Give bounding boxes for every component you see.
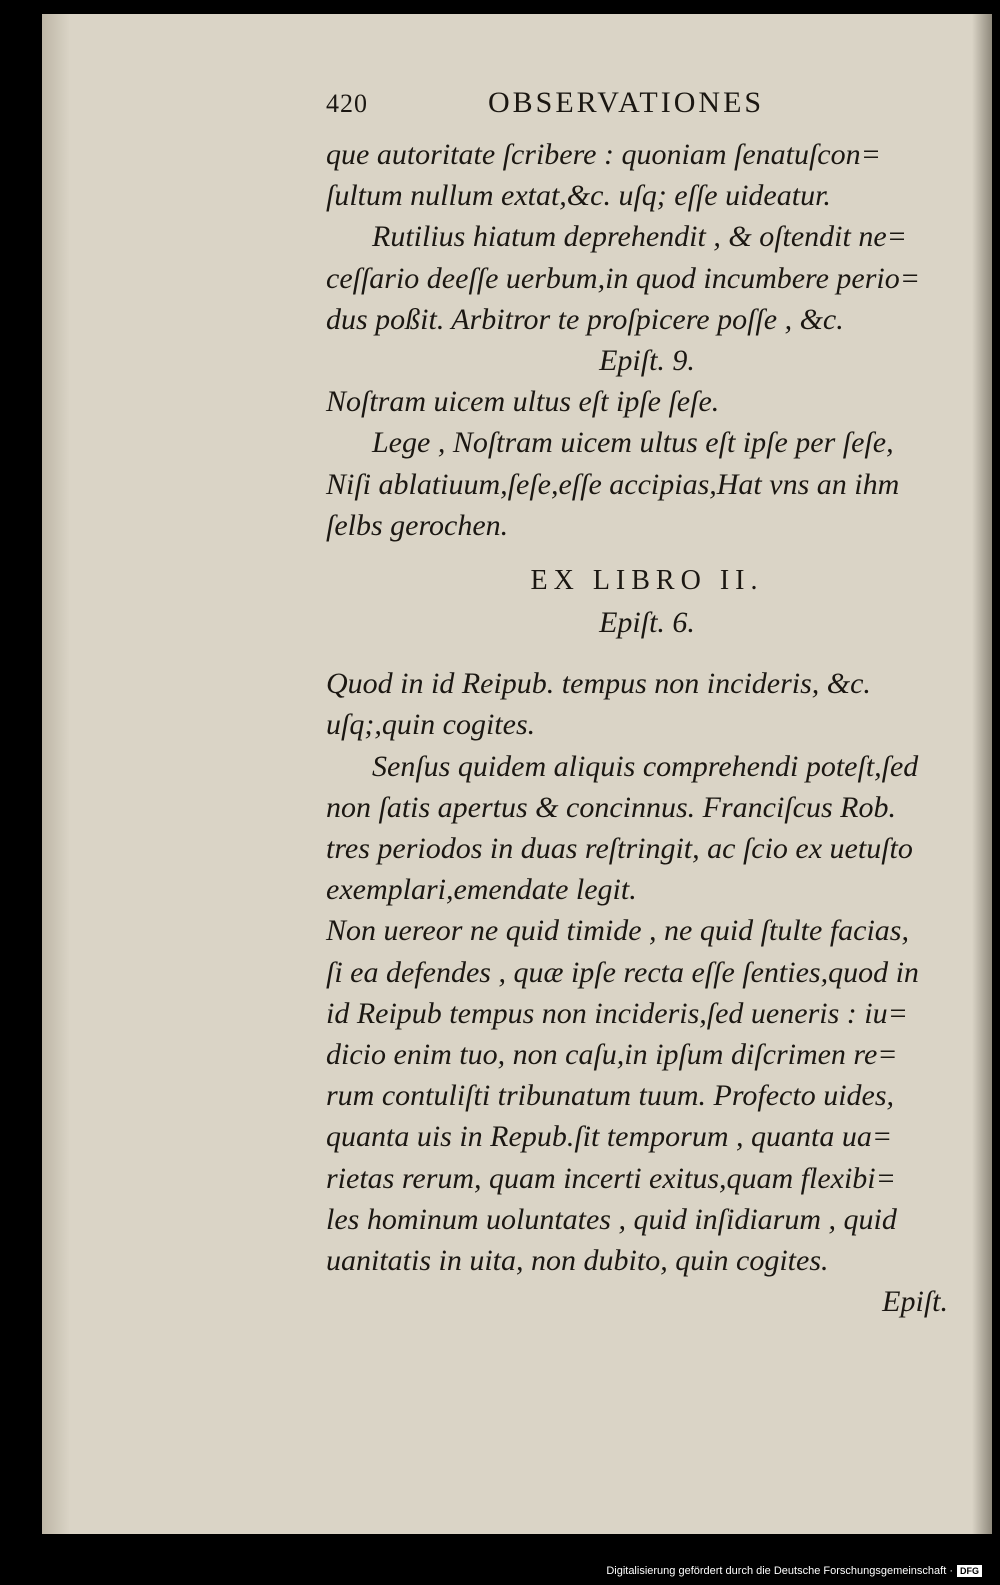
- dfg-logo: DFG: [957, 1565, 982, 1577]
- text-line: Lege , Noſtram uicem ultus eſt ipſe per ſeſe,: [372, 426, 894, 460]
- text-line: Senſus quidem aliquis comprehendi poteſt,ſed: [372, 749, 919, 783]
- text-line: exemplari,emendate legit.: [326, 873, 637, 907]
- text-line: ſelbs gerochen.: [326, 508, 509, 542]
- text-line: Quod in id Reipub. tempus non incideris, &c.: [326, 667, 871, 701]
- text-line: les hominum uoluntates , quid inſidiarum , quid: [326, 1202, 897, 1236]
- text-line: Niſi ablatiuum,ſeſe,eſſe accipias,Hat vns an ihm: [326, 467, 900, 501]
- text-line: ſultum nullum extat,&c. uſq; eſſe uideatur.: [326, 179, 831, 213]
- section-title: EX LIBRO II.: [530, 565, 764, 597]
- text-line: ceſſario deeſſe uerbum,in quod incumbere perio=: [326, 261, 920, 295]
- running-title: OBSERVATIONES: [488, 86, 765, 119]
- running-header: [326, 86, 968, 134]
- text-block-b: [326, 663, 968, 1281]
- text-line: rietas rerum, quam incerti exitus,quam flexibi=: [326, 1161, 896, 1195]
- page-gutter-shadow: [42, 14, 70, 1534]
- text-line: id Reipub tempus non incideris,ſed ueneris : iu=: [326, 996, 908, 1030]
- page-text: [326, 86, 968, 1322]
- text-line: Rutilius hiatum deprehendit , & oſtendit ne=: [372, 220, 907, 254]
- text-block-a: [326, 134, 968, 546]
- text-line: Non uereor ne quid timide , ne quid ſtulte facias,: [326, 914, 909, 948]
- page-edge-shadow: [972, 14, 992, 1534]
- text-line: non ſatis apertus & concinnus. Franciſcus Rob.: [326, 790, 896, 824]
- text-line: quanta uis in Repub.ſit temporum , quanta ua=: [326, 1120, 893, 1154]
- text-line: ſi ea defendes , quæ ipſe recta eſſe ſenties,quod in: [326, 955, 919, 989]
- section-subtitle: Epiſt. 6.: [599, 606, 695, 640]
- text-line: Noſtram uicem ultus eſt ipſe ſeſe.: [326, 385, 720, 419]
- catchword: Epiſt.: [882, 1285, 948, 1319]
- digitization-footer: [606, 1565, 982, 1577]
- page-number: 420: [326, 89, 368, 118]
- text-line: uſq;,quin cogites.: [326, 708, 536, 742]
- text-line: dus poßit. Arbitror te proſpicere poſſe , &c.: [326, 302, 844, 336]
- text-line: que autoritate ſcribere : quoniam ſenatuſcon=: [326, 138, 881, 171]
- text-line: Epiſt. 9.: [599, 344, 695, 378]
- text-line: uanitatis in uita, non dubito, quin cogites.: [326, 1244, 829, 1278]
- text-line: tres periodos in duas reſtringit, ac ſcio ex uetuſto: [326, 832, 913, 866]
- footer-credit: Digitalisierung gefördert durch die Deutsche Forschungsgemeinschaft ·: [606, 1565, 953, 1577]
- text-line: dicio enim tuo, non caſu,in ipſum diſcrimen re=: [326, 1038, 898, 1072]
- text-line: rum contuliſti tribunatum tuum. Profecto uides,: [326, 1079, 895, 1113]
